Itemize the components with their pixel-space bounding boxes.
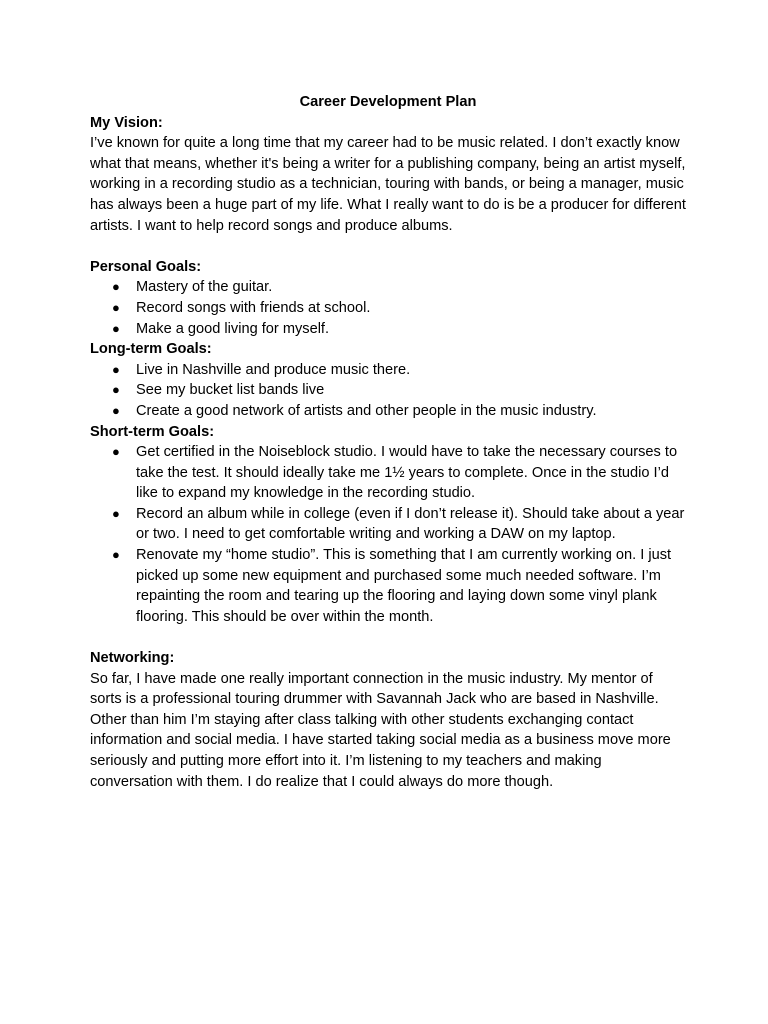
list-item-text: Create a good network of artists and other people in the music industry. [136, 402, 597, 419]
list-item-text: Record songs with friends at school. [136, 299, 371, 316]
vision-heading: My Vision: [90, 114, 163, 131]
bullet-icon: ● [112, 299, 120, 315]
bullet-icon: ● [112, 505, 120, 521]
personal-goals-heading: Personal Goals: [90, 258, 202, 275]
list-item [90, 360, 686, 381]
list-item-text: See my bucket list bands live [136, 382, 325, 399]
list-item-text: Get certified in the Noiseblock studio. I would have to take the necessary courses to take the test. It should ideally take me 1½ years to complete. Once in the studio I’d like to expand my knowledge in the recording studio. [136, 444, 678, 502]
long-term-goals-heading: Long-term Goals: [90, 341, 212, 358]
list-item [90, 380, 686, 401]
section-spacer [90, 627, 686, 648]
bullet-icon: ● [112, 320, 120, 336]
personal-goals-list [90, 277, 686, 339]
section-spacer [90, 236, 686, 257]
short-term-goals-heading: Short-term Goals: [90, 423, 215, 440]
list-item [90, 277, 686, 298]
vision-paragraph: I’ve known for quite a long time that my career had to be music related. I don’t exactly know what that means, whether it's being a writer for a publishing company, being an artist myself, working in a recording studio as a technician, touring with bands, or being a manager, music has always been a huge part of my life. What I really want to do is be a producer for different artists. I want to help record songs and produce albums. [90, 135, 686, 234]
list-item-text: Live in Nashville and produce music there. [136, 361, 411, 378]
list-item-text: Mastery of the guitar. [136, 279, 273, 296]
short-term-goals-list [90, 442, 686, 627]
bullet-icon: ● [112, 382, 120, 398]
list-item [90, 298, 686, 319]
bullet-icon: ● [112, 402, 120, 418]
bullet-icon: ● [112, 361, 120, 377]
document-title: Career Development Plan [299, 94, 477, 110]
list-item [90, 401, 686, 422]
list-item [90, 442, 686, 504]
bullet-icon: ● [112, 547, 120, 563]
bullet-icon: ● [112, 279, 120, 295]
list-item [90, 319, 686, 340]
list-item-text: Record an album while in college (even if I don’t release it). Should take about a year or two. I need to get comfortable writing and working a DAW on my laptop. [136, 505, 685, 543]
list-item [90, 504, 686, 545]
long-term-goals-list [90, 360, 686, 422]
list-item-text: Make a good living for myself. [136, 320, 330, 337]
networking-paragraph: So far, I have made one really important connection in the music industry. My mentor of sorts is a professional touring drummer with Savannah Jack who are based in Nashville. Other than him I’m staying after class talking with other students exchanging contact information and social media. I have started taking social media as a business move more seriously and putting more effort into it. I’m listening to my teachers and making conversation with them. I do realize that I could always do more though. [90, 670, 671, 790]
bullet-icon: ● [112, 444, 120, 460]
networking-heading: Networking: [90, 650, 175, 667]
list-item [90, 545, 686, 627]
document-page [90, 92, 686, 792]
list-item-text: Renovate my “home studio”. This is something that I am currently working on. I just picked up some new equipment and purchased some much needed software. I’m repainting the room and tearing up the flooring and laying down some vinyl plank flooring. This should be over within the month. [136, 547, 672, 625]
